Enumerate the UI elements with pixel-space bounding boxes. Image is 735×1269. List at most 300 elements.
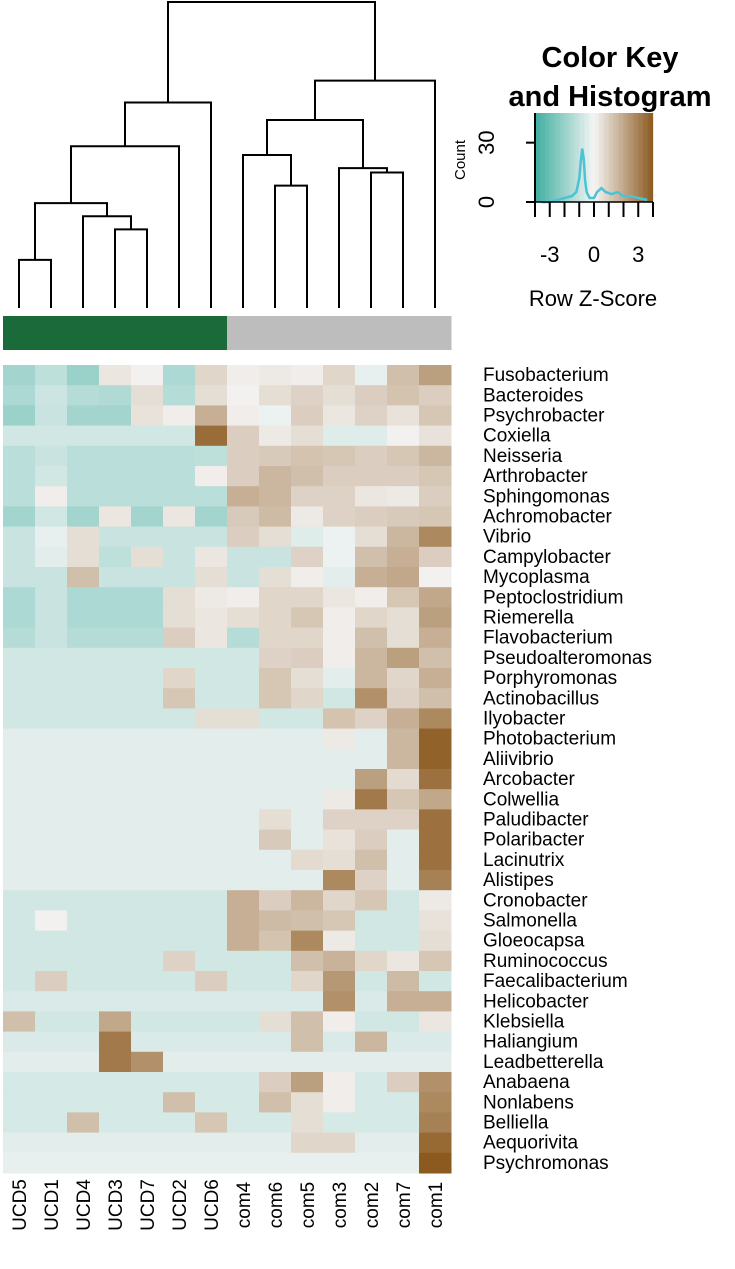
- heatmap-cell: [291, 607, 324, 628]
- heatmap-cell: [227, 567, 260, 588]
- heatmap-cell: [195, 587, 228, 608]
- heatmap-cell: [227, 506, 260, 527]
- heatmap-cell: [259, 607, 292, 628]
- heatmap-cell: [3, 708, 36, 729]
- heatmap-cell: [387, 365, 420, 386]
- heatmap-cell: [67, 1112, 100, 1133]
- heatmap-cell: [323, 830, 356, 851]
- heatmap-cell: [227, 708, 260, 729]
- heatmap-cell: [323, 749, 356, 770]
- heatmap-cell: [3, 628, 36, 649]
- heatmap-cell: [3, 486, 36, 507]
- heatmap-cell: [195, 830, 228, 851]
- group-bar-cell: [387, 316, 420, 350]
- heatmap-cell: [131, 648, 164, 669]
- row-label: Psychromonas: [483, 1152, 609, 1174]
- heatmap-cell: [35, 749, 68, 770]
- heatmap-cell: [323, 890, 356, 911]
- heatmap-cell: [163, 486, 196, 507]
- heatmap-cell: [35, 1153, 68, 1174]
- row-label: Arthrobacter: [483, 466, 588, 488]
- heatmap-cell: [355, 729, 388, 750]
- heatmap-cell: [195, 1011, 228, 1032]
- heatmap-cell: [195, 931, 228, 952]
- heatmap-cell: [195, 365, 228, 386]
- heatmap-cell: [195, 446, 228, 467]
- heatmap-cell: [291, 426, 324, 447]
- heatmap-cell: [131, 385, 164, 406]
- heatmap-cell: [291, 466, 324, 487]
- heatmap-cell: [163, 1133, 196, 1154]
- row-label: Pseudoalteromonas: [483, 647, 652, 669]
- heatmap-cell: [195, 506, 228, 527]
- heatmap-cell: [259, 991, 292, 1012]
- heatmap-cell: [323, 587, 356, 608]
- heatmap-cell: [163, 1112, 196, 1133]
- heatmap-cell: [291, 688, 324, 709]
- dendrogram-branch: [275, 186, 307, 308]
- heatmap-cell: [99, 789, 132, 810]
- heatmap-cell: [67, 466, 100, 487]
- heatmap-cell: [99, 1153, 132, 1174]
- heatmap-cell: [387, 870, 420, 891]
- heatmap-cell: [67, 527, 100, 548]
- heatmap-cell: [323, 1011, 356, 1032]
- group-bar-cell: [291, 316, 324, 350]
- heatmap-cell: [355, 365, 388, 386]
- heatmap-cell: [355, 1072, 388, 1093]
- row-label: Sphingomonas: [483, 486, 610, 508]
- heatmap-cell: [35, 870, 68, 891]
- heatmap-cell: [195, 708, 228, 729]
- heatmap-cell: [67, 1092, 100, 1113]
- heatmap-cell: [387, 708, 420, 729]
- heatmap-cell: [195, 547, 228, 568]
- heatmap-cell: [99, 971, 132, 992]
- group-bar-cell: [195, 316, 228, 350]
- heatmap-cell: [35, 1072, 68, 1093]
- heatmap-cell: [387, 1052, 420, 1073]
- heatmap-cell: [195, 385, 228, 406]
- heatmap-cell: [3, 931, 36, 952]
- heatmap-cell: [195, 991, 228, 1012]
- heatmap-cell: [323, 607, 356, 628]
- heatmap-cell: [355, 789, 388, 810]
- heatmap-cell: [419, 971, 452, 992]
- heatmap-cell: [323, 405, 356, 426]
- heatmap-cell: [259, 628, 292, 649]
- heatmap-cell: [227, 729, 260, 750]
- row-label: Polaribacter: [483, 829, 585, 851]
- heatmap-cell: [291, 870, 324, 891]
- heatmap-cell: [3, 951, 36, 972]
- heatmap-cell: [227, 931, 260, 952]
- heatmap-cell: [195, 1092, 228, 1113]
- heatmap-cell: [355, 1052, 388, 1073]
- heatmap-cell: [67, 567, 100, 588]
- heatmap-cell: [259, 850, 292, 871]
- heatmap-cell: [387, 567, 420, 588]
- heatmap-cell: [131, 506, 164, 527]
- heatmap-cell: [195, 769, 228, 790]
- heatmap-cell: [419, 1092, 452, 1113]
- dendrogram-branch: [168, 2, 375, 103]
- heatmap-cell: [195, 486, 228, 507]
- heatmap-cell: [3, 547, 36, 568]
- column-label: UCD6: [202, 1179, 223, 1231]
- heatmap-cell: [419, 890, 452, 911]
- row-label: Fusobacterium: [483, 365, 609, 387]
- heatmap-cell: [99, 830, 132, 851]
- row-label: Alistipes: [483, 870, 554, 892]
- heatmap-cell: [67, 688, 100, 709]
- heatmap-cell: [291, 789, 324, 810]
- heatmap-cell: [355, 870, 388, 891]
- heatmap-cell: [387, 426, 420, 447]
- heatmap-cell: [259, 527, 292, 548]
- row-label: Campylobacter: [483, 546, 611, 568]
- heatmap-cell: [419, 830, 452, 851]
- row-label: Coxiella: [483, 425, 551, 447]
- heatmap-cell: [35, 830, 68, 851]
- heatmap-cell: [419, 910, 452, 931]
- heatmap-cell: [259, 708, 292, 729]
- heatmap-cell: [35, 668, 68, 689]
- heatmap-cell: [227, 769, 260, 790]
- heatmap-cell: [419, 668, 452, 689]
- heatmap-cell: [323, 769, 356, 790]
- heatmap-cell: [99, 506, 132, 527]
- heatmap-cell: [67, 607, 100, 628]
- heatmap-cell: [35, 1133, 68, 1154]
- heatmap-cell: [3, 1112, 36, 1133]
- heatmap-cell: [131, 1092, 164, 1113]
- group-bar-cell: [35, 316, 68, 350]
- heatmap-cell: [3, 688, 36, 709]
- heatmap-cell: [131, 668, 164, 689]
- heatmap-cell: [355, 971, 388, 992]
- group-bar-cell: [419, 316, 452, 350]
- heatmap-cell: [387, 789, 420, 810]
- column-label: com3: [330, 1181, 351, 1229]
- heatmap-cell: [67, 1133, 100, 1154]
- color-key-ylabel: Count: [452, 139, 469, 180]
- heatmap-cell: [67, 1032, 100, 1053]
- heatmap-cell: [3, 769, 36, 790]
- color-key-stripe: [638, 113, 643, 202]
- heatmap-cell: [291, 1052, 324, 1073]
- heatmap-cell: [67, 648, 100, 669]
- heatmap-cell: [355, 910, 388, 931]
- heatmap-cell: [387, 385, 420, 406]
- heatmap-cell: [195, 648, 228, 669]
- heatmap-cell: [419, 1112, 452, 1133]
- heatmap-cell: [259, 971, 292, 992]
- heatmap-cell: [195, 1052, 228, 1073]
- heatmap-cell: [419, 648, 452, 669]
- heatmap-cell: [227, 405, 260, 426]
- heatmap-cell: [3, 1092, 36, 1113]
- heatmap-cell: [323, 385, 356, 406]
- group-color-bar: [3, 316, 452, 350]
- heatmap-cell: [195, 1112, 228, 1133]
- column-label: UCD5: [10, 1179, 31, 1231]
- heatmap-cell: [131, 1011, 164, 1032]
- heatmap-cell: [227, 749, 260, 770]
- heatmap-cell: [355, 931, 388, 952]
- heatmap-cell: [323, 365, 356, 386]
- heatmap-cell: [323, 971, 356, 992]
- heatmap-cell: [3, 1153, 36, 1174]
- heatmap-cell: [227, 607, 260, 628]
- heatmap-cell: [163, 870, 196, 891]
- heatmap-cell: [99, 405, 132, 426]
- heatmap-cell: [35, 466, 68, 487]
- heatmap-cell: [99, 1072, 132, 1093]
- heatmap-cell: [227, 385, 260, 406]
- heatmap-cell: [163, 951, 196, 972]
- heatmap-cell: [195, 1153, 228, 1174]
- heatmap-cell: [259, 648, 292, 669]
- heatmap-cell: [67, 769, 100, 790]
- heatmap-cell: [291, 1011, 324, 1032]
- heatmap-cell: [291, 708, 324, 729]
- column-label: com2: [362, 1181, 383, 1229]
- heatmap-cell: [355, 587, 388, 608]
- heatmap-cell: [419, 628, 452, 649]
- row-label: Aequorivita: [483, 1132, 579, 1154]
- heatmap-cell: [131, 1032, 164, 1053]
- heatmap-cell: [227, 1032, 260, 1053]
- heatmap-cell: [259, 809, 292, 830]
- color-key-xlabel: Row Z-Score: [528, 286, 658, 311]
- dendrogram-branch: [267, 120, 363, 168]
- heatmap-cell: [291, 890, 324, 911]
- heatmap-cell: [259, 1092, 292, 1113]
- heatmap-cell: [3, 1011, 36, 1032]
- row-label: Paludibacter: [483, 809, 589, 831]
- heatmap-cell: [259, 1133, 292, 1154]
- heatmap-cell: [323, 1032, 356, 1053]
- heatmap-cell: [227, 628, 260, 649]
- heatmap-cell: [67, 405, 100, 426]
- heatmap-cell: [163, 426, 196, 447]
- column-labels: [10, 1179, 447, 1231]
- heatmap-cell: [163, 1011, 196, 1032]
- heatmap-cell: [323, 567, 356, 588]
- heatmap-cell: [67, 890, 100, 911]
- heatmap-cell: [163, 567, 196, 588]
- heatmap-cell: [291, 809, 324, 830]
- heatmap-cell: [67, 830, 100, 851]
- heatmap-cell: [323, 1052, 356, 1073]
- color-key-stripes: [535, 113, 653, 202]
- heatmap-cell: [99, 567, 132, 588]
- row-label: Aliivibrio: [483, 748, 554, 770]
- heatmap-cell: [35, 365, 68, 386]
- heatmap-cell: [195, 729, 228, 750]
- heatmap-cell: [323, 809, 356, 830]
- color-key-stripe: [569, 113, 574, 202]
- column-dendrogram: [19, 2, 435, 308]
- heatmap-cell: [227, 971, 260, 992]
- heatmap-cell: [35, 506, 68, 527]
- heatmap-cell: [259, 486, 292, 507]
- heatmap-cell: [3, 991, 36, 1012]
- heatmap-cell: [131, 1153, 164, 1174]
- heatmap-cells: [3, 365, 452, 1174]
- heatmap-cell: [131, 365, 164, 386]
- heatmap-cell: [3, 405, 36, 426]
- heatmap-cell: [387, 587, 420, 608]
- heatmap-cell: [387, 850, 420, 871]
- heatmap-cell: [67, 426, 100, 447]
- heatmap-cell: [35, 628, 68, 649]
- group-bar-cell: [131, 316, 164, 350]
- heatmap-cell: [227, 910, 260, 931]
- heatmap-cell: [195, 749, 228, 770]
- color-key-stripe: [643, 113, 648, 202]
- heatmap-cell: [259, 931, 292, 952]
- heatmap-cell: [419, 769, 452, 790]
- heatmap-cell: [3, 426, 36, 447]
- heatmap-cell: [3, 850, 36, 871]
- heatmap-cell: [131, 628, 164, 649]
- heatmap-cell: [355, 648, 388, 669]
- column-label: UCD7: [138, 1179, 159, 1231]
- heatmap-cell: [323, 708, 356, 729]
- heatmap-cell: [291, 971, 324, 992]
- heatmap-cell: [131, 587, 164, 608]
- color-key-stripe: [589, 113, 594, 202]
- heatmap-cell: [99, 688, 132, 709]
- heatmap-cell: [163, 1032, 196, 1053]
- heatmap-cell: [131, 789, 164, 810]
- heatmap-cell: [99, 749, 132, 770]
- heatmap-cell: [419, 749, 452, 770]
- heatmap-cell: [419, 1032, 452, 1053]
- heatmap-cell: [67, 506, 100, 527]
- heatmap-cell: [227, 850, 260, 871]
- color-key-stripe: [619, 113, 624, 202]
- heatmap-cell: [291, 991, 324, 1012]
- heatmap-cell: [99, 486, 132, 507]
- heatmap-cell: [67, 749, 100, 770]
- heatmap-cell: [99, 1011, 132, 1032]
- heatmap-cell: [419, 931, 452, 952]
- group-bar-cell: [259, 316, 292, 350]
- heatmap-cell: [323, 527, 356, 548]
- heatmap-cell: [419, 1011, 452, 1032]
- heatmap-cell: [419, 1133, 452, 1154]
- heatmap-cell: [131, 931, 164, 952]
- heatmap-cell: [195, 405, 228, 426]
- heatmap-cell: [323, 789, 356, 810]
- heatmap-cell: [323, 1153, 356, 1174]
- heatmap-cell: [35, 971, 68, 992]
- heatmap-cell: [99, 729, 132, 750]
- heatmap-cell: [419, 426, 452, 447]
- heatmap-cell: [227, 446, 260, 467]
- heatmap-cell: [131, 607, 164, 628]
- heatmap-cell: [227, 1092, 260, 1113]
- heatmap-cell: [3, 870, 36, 891]
- heatmap-cell: [131, 446, 164, 467]
- color-key-title-line-2: and Histogram: [508, 81, 712, 113]
- heatmap-cell: [323, 729, 356, 750]
- heatmap-cell: [227, 809, 260, 830]
- heatmap-cell: [387, 547, 420, 568]
- heatmap-cell: [35, 708, 68, 729]
- heatmap-cell: [419, 870, 452, 891]
- heatmap-cell: [195, 951, 228, 972]
- heatmap-cell: [195, 426, 228, 447]
- heatmap-cell: [67, 991, 100, 1012]
- heatmap-cell: [99, 607, 132, 628]
- heatmap-cell: [355, 951, 388, 972]
- heatmap-cell: [3, 830, 36, 851]
- dendrogram-branch: [371, 172, 403, 308]
- heatmap-cell: [355, 1092, 388, 1113]
- heatmap-cell: [195, 466, 228, 487]
- heatmap-cell: [291, 628, 324, 649]
- heatmap-cell: [259, 1153, 292, 1174]
- heatmap-cell: [291, 446, 324, 467]
- row-label: Nonlabens: [483, 1092, 574, 1114]
- heatmap-cell: [3, 1052, 36, 1073]
- heatmap-cell: [67, 1153, 100, 1174]
- heatmap-cell: [99, 1133, 132, 1154]
- group-bar-cell: [355, 316, 388, 350]
- heatmap-cell: [259, 365, 292, 386]
- heatmap-cell: [387, 830, 420, 851]
- column-label: UCD2: [170, 1179, 191, 1231]
- heatmap-cell: [3, 648, 36, 669]
- heatmap-cell: [99, 446, 132, 467]
- heatmap-cell: [291, 527, 324, 548]
- heatmap-cell: [3, 1032, 36, 1053]
- heatmap-cell: [35, 567, 68, 588]
- heatmap-cell: [163, 1052, 196, 1073]
- row-label: Haliangium: [483, 1031, 579, 1053]
- heatmap-cell: [3, 1133, 36, 1154]
- heatmap-cell: [67, 1052, 100, 1073]
- heatmap-cell: [163, 648, 196, 669]
- heatmap-cell: [419, 365, 452, 386]
- heatmap-cell: [291, 587, 324, 608]
- heatmap-cell: [35, 385, 68, 406]
- heatmap-cell: [259, 668, 292, 689]
- heatmap-cell: [355, 466, 388, 487]
- heatmap-cell: [355, 446, 388, 467]
- group-bar-cell: [227, 316, 260, 350]
- heatmap-cell: [387, 1112, 420, 1133]
- heatmap-cell: [387, 1072, 420, 1093]
- dendrogram-branch: [243, 155, 291, 308]
- row-label: Porphyromonas: [483, 668, 618, 690]
- heatmap-cell: [67, 1072, 100, 1093]
- heatmap-cell: [259, 688, 292, 709]
- heatmap-cell: [387, 405, 420, 426]
- heatmap-cell: [227, 688, 260, 709]
- heatmap-cell: [227, 789, 260, 810]
- row-label: Mycoplasma: [483, 567, 590, 589]
- row-label: Lacinutrix: [483, 849, 565, 871]
- heatmap-cell: [35, 405, 68, 426]
- heatmap-cell: [163, 729, 196, 750]
- heatmap-cell: [259, 385, 292, 406]
- heatmap-cell: [291, 405, 324, 426]
